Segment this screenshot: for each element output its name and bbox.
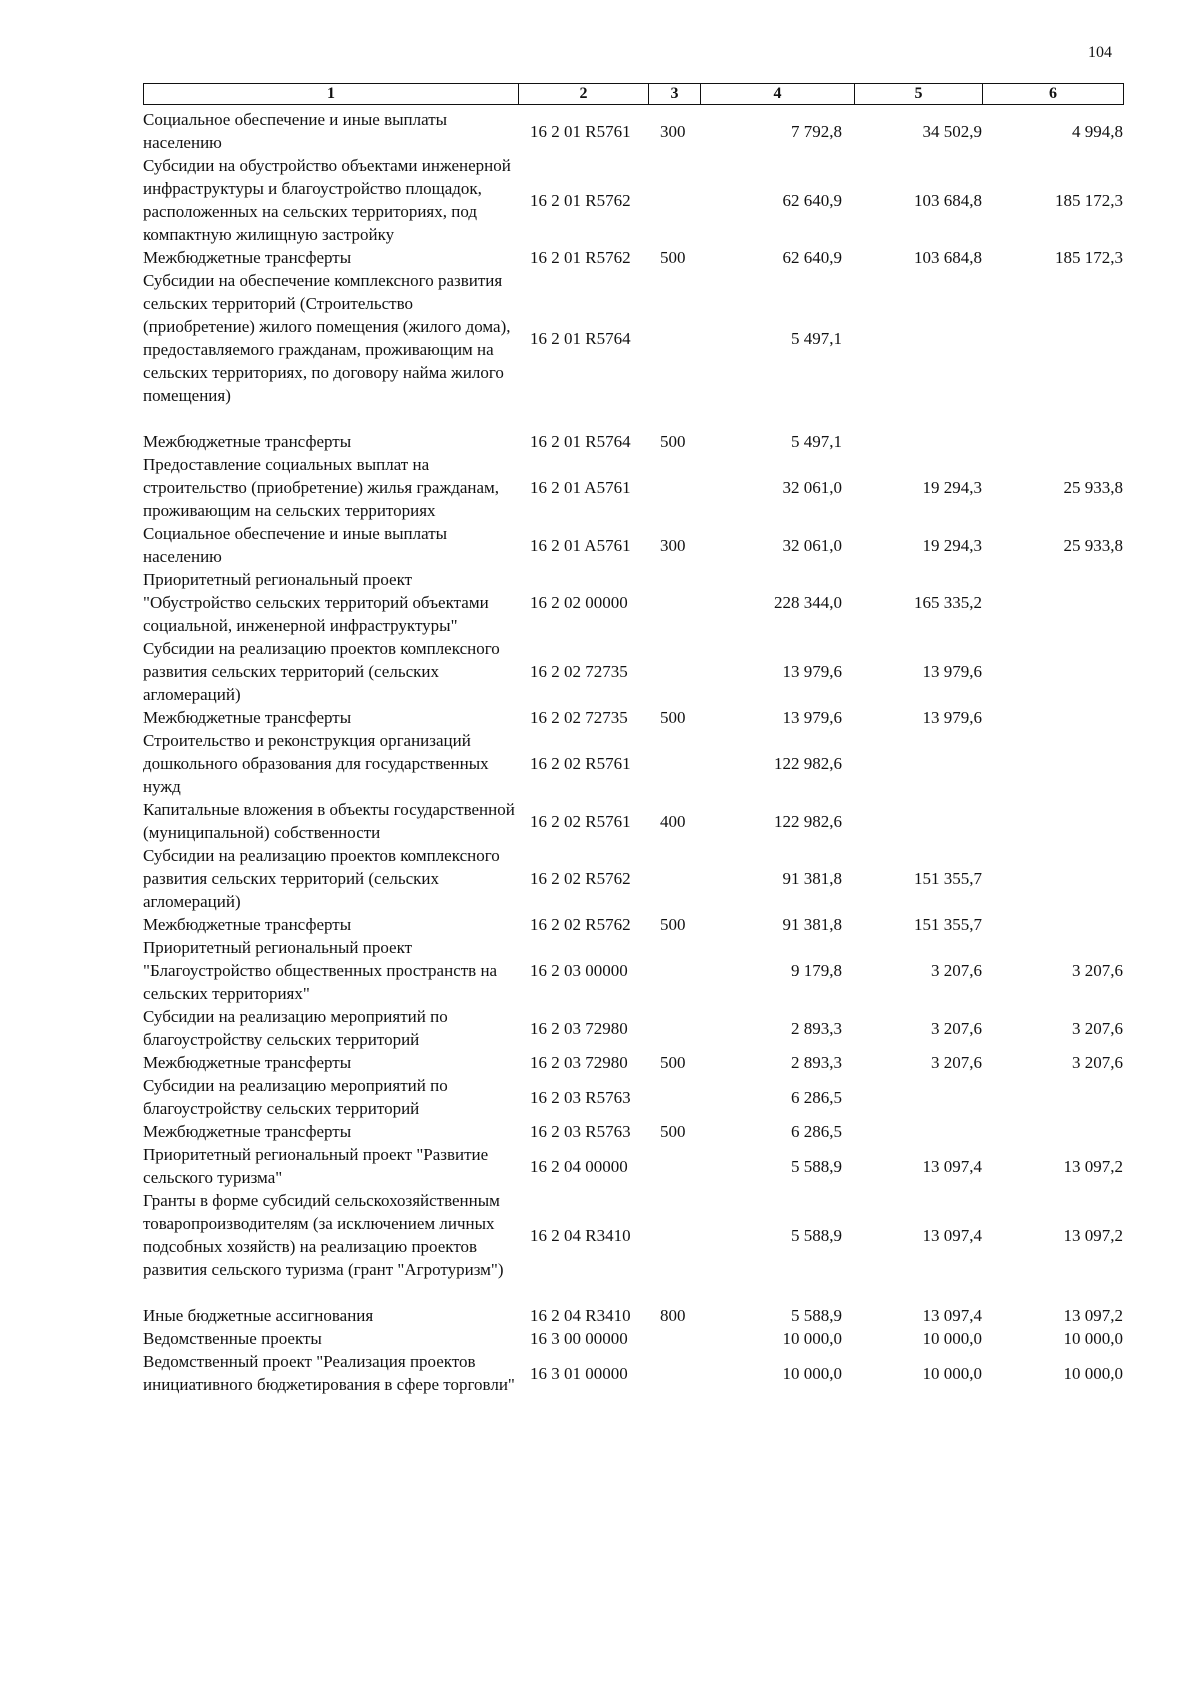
row-value-4: 5 588,9: [791, 1156, 842, 1176]
row-value-6: 3 207,6: [1072, 961, 1123, 980]
row-value-4: 13 979,6: [782, 662, 842, 681]
table-row: [143, 453, 1123, 522]
table-row: [143, 913, 1123, 936]
row-name: Субсидии на реализацию проектов комплексного развития сельских территорий (сельских агломераций): [143, 846, 500, 911]
row-value-6: 25 933,8: [1063, 535, 1123, 555]
row-expense-type: 500: [660, 915, 686, 934]
table-row: [143, 430, 1123, 453]
row-name: Межбюджетные трансферты: [143, 915, 352, 934]
row-code: 16 2 01 A5761: [530, 478, 631, 497]
table-row: [143, 637, 1123, 706]
row-value-4: 6 286,5: [791, 1087, 842, 1107]
row-value-6: 3 207,6: [1072, 1018, 1123, 1038]
table-row: [143, 844, 1123, 913]
row-value-4: 9 179,8: [791, 961, 842, 980]
row-value-4: 5 588,9: [791, 1306, 842, 1325]
row-value-5: 103 684,8: [914, 190, 982, 210]
row-code: 16 2 04 R3410: [530, 1306, 631, 1325]
row-name: Гранты в форме субсидий сельскохозяйственным товаропроизводителям (за исключением личных подсобных хозяйств) на реализацию проектов развития сельского туризма (грант "Агротуризм"): [143, 1191, 504, 1279]
row-value-4: 32 061,0: [782, 478, 842, 497]
row-expense-type: 500: [660, 1122, 686, 1141]
row-expense-type: 400: [660, 811, 686, 831]
row-name: Предоставление социальных выплат на строительство (приобретение) жилья гражданам, проживающим на сельских территориях: [143, 455, 500, 520]
row-value-5: 3 207,6: [931, 1053, 982, 1072]
row-value-4: 5 588,9: [791, 1225, 842, 1245]
row-name: Межбюджетные трансферты: [143, 1122, 352, 1141]
row-value-4: 2 893,3: [791, 1053, 842, 1072]
column-header-3: 3: [649, 84, 701, 105]
row-value-4: 228 344,0: [774, 593, 842, 612]
row-value-4: 13 979,6: [782, 708, 842, 727]
row-value-5: 13 097,4: [922, 1306, 982, 1325]
row-value-5: 13 979,6: [922, 662, 982, 681]
table-row: [143, 1143, 1123, 1189]
table-row: [143, 154, 1123, 246]
row-value-5: 10 000,0: [922, 1363, 982, 1383]
row-value-5: 13 097,4: [922, 1156, 982, 1176]
row-name: Межбюджетные трансферты: [143, 708, 352, 727]
row-name: Приоритетный региональный проект "Благоустройство общественных пространств на сельских территориях": [143, 938, 498, 1003]
row-code: 16 2 02 00000: [530, 593, 628, 612]
row-name: Приоритетный региональный проект "Развитие сельского туризма": [143, 1145, 489, 1187]
row-name: Субсидии на обеспечение комплексного развития сельских территорий (Строительство (приобретение) жилого помещения (жилого дома), предоставляемого гражданам, проживающим на сельских территориях, по договору найма жилого помещения): [143, 271, 511, 405]
row-code: 16 2 03 72980: [530, 1053, 628, 1072]
row-expense-type: 500: [660, 708, 686, 727]
row-value-6: 13 097,2: [1063, 1156, 1123, 1176]
row-code: 16 2 02 R5762: [530, 915, 631, 934]
table-row: [143, 269, 1123, 430]
row-name: Ведомственный проект "Реализация проектов инициативного бюджетирования в сфере торговли": [143, 1352, 515, 1394]
row-name: Межбюджетные трансферты: [143, 432, 352, 451]
row-expense-type: 300: [660, 535, 686, 555]
row-value-5: 165 335,2: [914, 593, 982, 612]
row-value-5: 103 684,8: [914, 248, 982, 267]
row-value-5: 3 207,6: [931, 961, 982, 980]
row-code: 16 2 03 R5763: [530, 1087, 631, 1107]
row-value-4: 2 893,3: [791, 1018, 842, 1038]
table-row: [143, 1350, 1123, 1396]
row-value-6: 10 000,0: [1063, 1329, 1123, 1348]
row-code: 16 2 03 R5763: [530, 1122, 631, 1141]
row-value-4: 5 497,1: [791, 328, 842, 348]
row-value-6: 10 000,0: [1063, 1363, 1123, 1383]
row-code: 16 2 04 R3410: [530, 1225, 631, 1245]
row-value-5: 3 207,6: [931, 1018, 982, 1038]
row-code: 16 2 03 72980: [530, 1018, 628, 1038]
row-code: 16 2 02 R5761: [530, 811, 631, 831]
row-name: Иные бюджетные ассигнования: [143, 1306, 374, 1325]
column-header-1: 1: [144, 84, 519, 105]
column-header-5: 5: [855, 84, 983, 105]
row-value-5: 13 097,4: [922, 1225, 982, 1245]
table-row: [143, 1327, 1123, 1350]
table-row: [143, 729, 1123, 798]
row-expense-type: 500: [660, 1053, 686, 1072]
row-value-5: 34 502,9: [922, 121, 982, 141]
row-code: 16 2 03 00000: [530, 961, 628, 980]
row-name: Субсидии на обустройство объектами инженерной инфраструктуры и благоустройство площадок, расположенных на сельских территориях, под компактную жилищную застройку: [143, 156, 511, 244]
row-code: 16 2 01 A5761: [530, 535, 631, 555]
row-value-4: 91 381,8: [782, 869, 842, 888]
row-value-4: 7 792,8: [791, 121, 842, 141]
column-header-row: [144, 84, 1124, 105]
row-code: 16 3 01 00000: [530, 1363, 628, 1383]
row-value-4: 5 497,1: [791, 432, 842, 451]
column-header-2: 2: [519, 84, 649, 105]
table-row: [143, 706, 1123, 729]
row-name: Межбюджетные трансферты: [143, 1053, 352, 1072]
row-value-4: 10 000,0: [782, 1329, 842, 1348]
row-name: Межбюджетные трансферты: [143, 248, 352, 267]
row-value-6: 13 097,2: [1063, 1225, 1123, 1245]
table-row: [143, 1189, 1123, 1304]
row-name: Социальное обеспечение и иные выплаты населению: [143, 110, 448, 152]
row-value-4: 62 640,9: [782, 248, 842, 267]
row-code: 16 2 02 72735: [530, 708, 628, 727]
row-value-6: 25 933,8: [1063, 478, 1123, 497]
column-header-6: 6: [983, 84, 1124, 105]
table-row: [143, 1304, 1123, 1327]
table-row: [143, 1074, 1123, 1120]
table-row: [143, 798, 1123, 844]
row-name: Субсидии на реализацию проектов комплексного развития сельских территорий (сельских агломераций): [143, 639, 500, 704]
row-code: 16 2 02 72735: [530, 662, 628, 681]
row-value-4: 91 381,8: [782, 915, 842, 934]
table-row: [143, 246, 1123, 269]
row-value-5: 151 355,7: [914, 915, 982, 934]
row-value-4: 32 061,0: [782, 535, 842, 555]
row-value-4: 6 286,5: [791, 1122, 842, 1141]
row-code: 16 2 02 R5761: [530, 754, 631, 773]
row-name: Ведомственные проекты: [143, 1329, 322, 1348]
row-name: Капитальные вложения в объекты государственной (муниципальной) собственности: [143, 800, 515, 842]
row-code: 16 2 01 R5762: [530, 190, 631, 210]
row-code: 16 2 01 R5762: [530, 248, 631, 267]
row-name: Субсидии на реализацию мероприятий по благоустройству сельских территорий: [143, 1076, 448, 1118]
row-value-5: 19 294,3: [922, 535, 982, 555]
row-name: Строительство и реконструкция организаций дошкольного образования для государственных нужд: [143, 731, 489, 796]
row-value-4: 122 982,6: [774, 811, 842, 831]
table-row: [143, 1005, 1123, 1051]
row-code: 16 3 00 00000: [530, 1329, 628, 1348]
column-header-table: [143, 83, 1124, 105]
row-code: 16 2 01 R5764: [530, 432, 631, 451]
table-row: [143, 1120, 1123, 1143]
table-row: [143, 522, 1123, 568]
row-name: Приоритетный региональный проект "Обустройство сельских территорий объектами социальной, инженерной инфраструктуры": [143, 570, 489, 635]
table-row: [143, 1051, 1123, 1074]
row-value-4: 62 640,9: [782, 190, 842, 210]
row-code: 16 2 01 R5761: [530, 121, 631, 141]
row-value-6: 13 097,2: [1063, 1306, 1123, 1325]
table-row: [143, 936, 1123, 1005]
budget-table-body: [143, 108, 1123, 1396]
row-expense-type: 500: [660, 432, 686, 451]
row-name: Субсидии на реализацию мероприятий по благоустройству сельских территорий: [143, 1007, 448, 1049]
column-header-4: 4: [701, 84, 855, 105]
row-code: 16 2 01 R5764: [530, 328, 631, 348]
page-number: 104: [1088, 44, 1112, 61]
row-value-6: 185 172,3: [1055, 190, 1123, 210]
table-row: [143, 108, 1123, 154]
row-value-6: 3 207,6: [1072, 1053, 1123, 1072]
row-value-6: 4 994,8: [1072, 121, 1123, 141]
row-expense-type: 500: [660, 248, 686, 267]
row-name: Социальное обеспечение и иные выплаты населению: [143, 524, 448, 566]
row-value-5: 13 979,6: [922, 708, 982, 727]
row-expense-type: 800: [660, 1306, 686, 1325]
row-value-4: 10 000,0: [782, 1363, 842, 1383]
row-value-5: 151 355,7: [914, 869, 982, 888]
row-value-5: 19 294,3: [922, 478, 982, 497]
row-expense-type: 300: [660, 121, 686, 141]
row-value-4: 122 982,6: [774, 754, 842, 773]
row-code: 16 2 02 R5762: [530, 869, 631, 888]
row-value-5: 10 000,0: [922, 1329, 982, 1348]
row-value-6: 185 172,3: [1055, 248, 1123, 267]
table-row: [143, 568, 1123, 637]
row-code: 16 2 04 00000: [530, 1156, 628, 1176]
